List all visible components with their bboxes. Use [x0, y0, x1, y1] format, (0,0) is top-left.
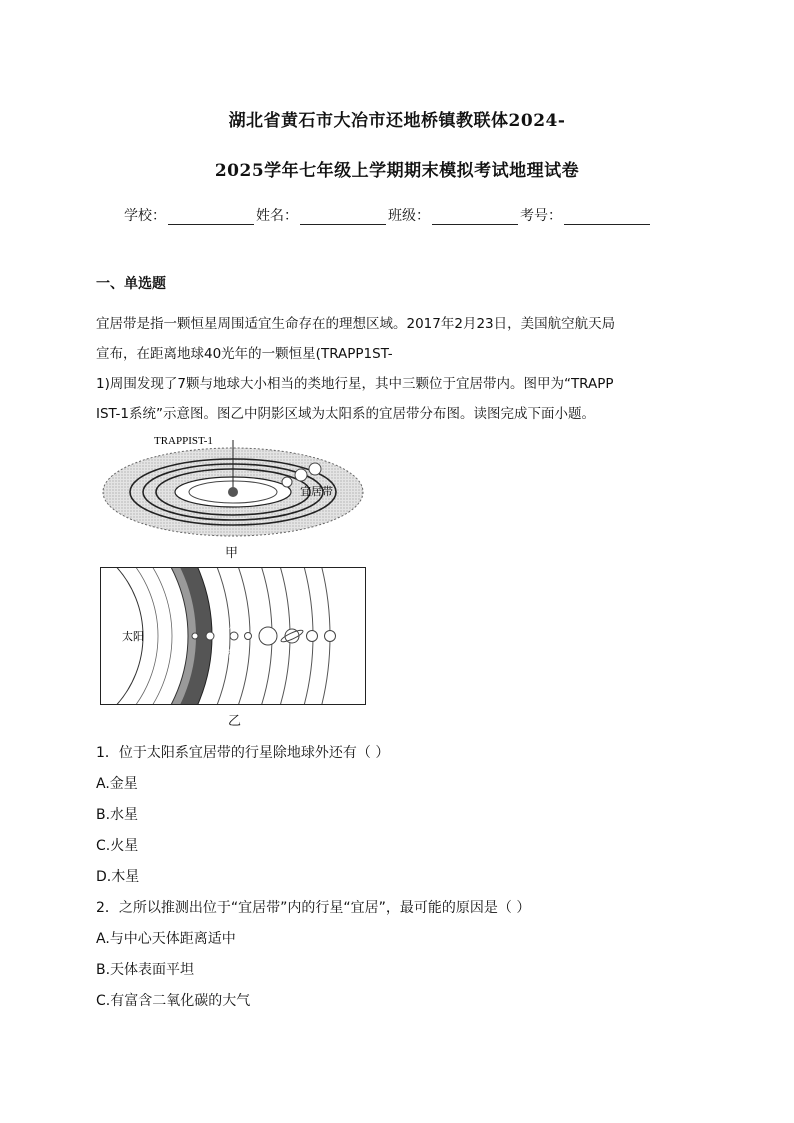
planet: [282, 477, 292, 487]
class-blank[interactable]: [432, 210, 518, 225]
passage-line-3: 1)周围发现了7颗与地球大小相当的类地行星，其中三颗位于宜居带内。图甲为“TRAPP: [96, 376, 614, 392]
zone-label-char: 带: [227, 648, 238, 661]
figure-a-caption: 甲: [225, 546, 239, 561]
figure-solar-habitable-zone: [100, 567, 366, 705]
section-title: 一、单选题: [96, 276, 166, 292]
planet: [309, 463, 321, 475]
planet-earth: [230, 632, 238, 640]
figure-trappist-system: [100, 432, 366, 540]
sun-label: 太阳: [122, 630, 144, 643]
planet: [245, 633, 252, 640]
passage-line-2: 宣布，在距离地球40光年的一颗恒星(TRAPP1ST-: [96, 346, 393, 362]
exam-title-line2: 2025学年七年级上学期期末模拟考试地理试卷: [214, 161, 580, 181]
question-2-option-a[interactable]: A.与中心天体距离适中: [96, 931, 236, 947]
passage-line-4: IST-1系统”示意图。图乙中阴影区域为太阳系的宜居带分布图。读图完成下面小题。: [96, 406, 596, 422]
question-2-stem: 2．之所以推测出位于“宜居带”内的行星“宜居”，最可能的原因是（ ）: [96, 900, 531, 916]
question-2-option-c[interactable]: C.有富含二氧化碳的大气: [96, 993, 251, 1009]
question-1-option-d[interactable]: D.木星: [96, 869, 140, 885]
planet: [206, 632, 214, 640]
name-label: 姓名：: [256, 208, 298, 224]
school-label: 学校：: [124, 208, 166, 224]
zone-label-char: 居: [229, 618, 240, 631]
planet: [295, 469, 307, 481]
question-1-option-b[interactable]: B.水星: [96, 807, 139, 823]
figure-b-caption: 乙: [228, 714, 242, 729]
habitable-zone-label: 宜居带: [300, 485, 333, 498]
zone-label-char: 宜: [227, 591, 238, 604]
passage-line-1: 宜居带是指一颗恒星周围适宜生命存在的理想区域。2017年2月23日，美国航空航天局: [96, 316, 616, 332]
planet: [307, 631, 318, 642]
school-blank[interactable]: [168, 210, 254, 225]
planet: [192, 633, 198, 639]
name-blank[interactable]: [300, 210, 386, 225]
trappist-label: TRAPPIST-1: [154, 435, 213, 447]
question-1-stem: 1．位于太阳系宜居带的行星除地球外还有（ ）: [96, 745, 390, 761]
number-label: 考号：: [520, 208, 562, 224]
trappist-star: [228, 487, 238, 497]
planet: [325, 631, 336, 642]
planet: [259, 627, 277, 645]
class-label: 班级：: [388, 208, 430, 224]
student-info-line: [124, 205, 684, 225]
question-2-option-b[interactable]: B.天体表面平坦: [96, 962, 195, 978]
exam-title-line1: 湖北省黄石市大冶市还地桥镇教联体2024-: [228, 111, 566, 131]
number-blank[interactable]: [564, 210, 650, 225]
question-1-option-a[interactable]: A.金星: [96, 776, 138, 792]
question-1-option-c[interactable]: C.火星: [96, 838, 139, 854]
